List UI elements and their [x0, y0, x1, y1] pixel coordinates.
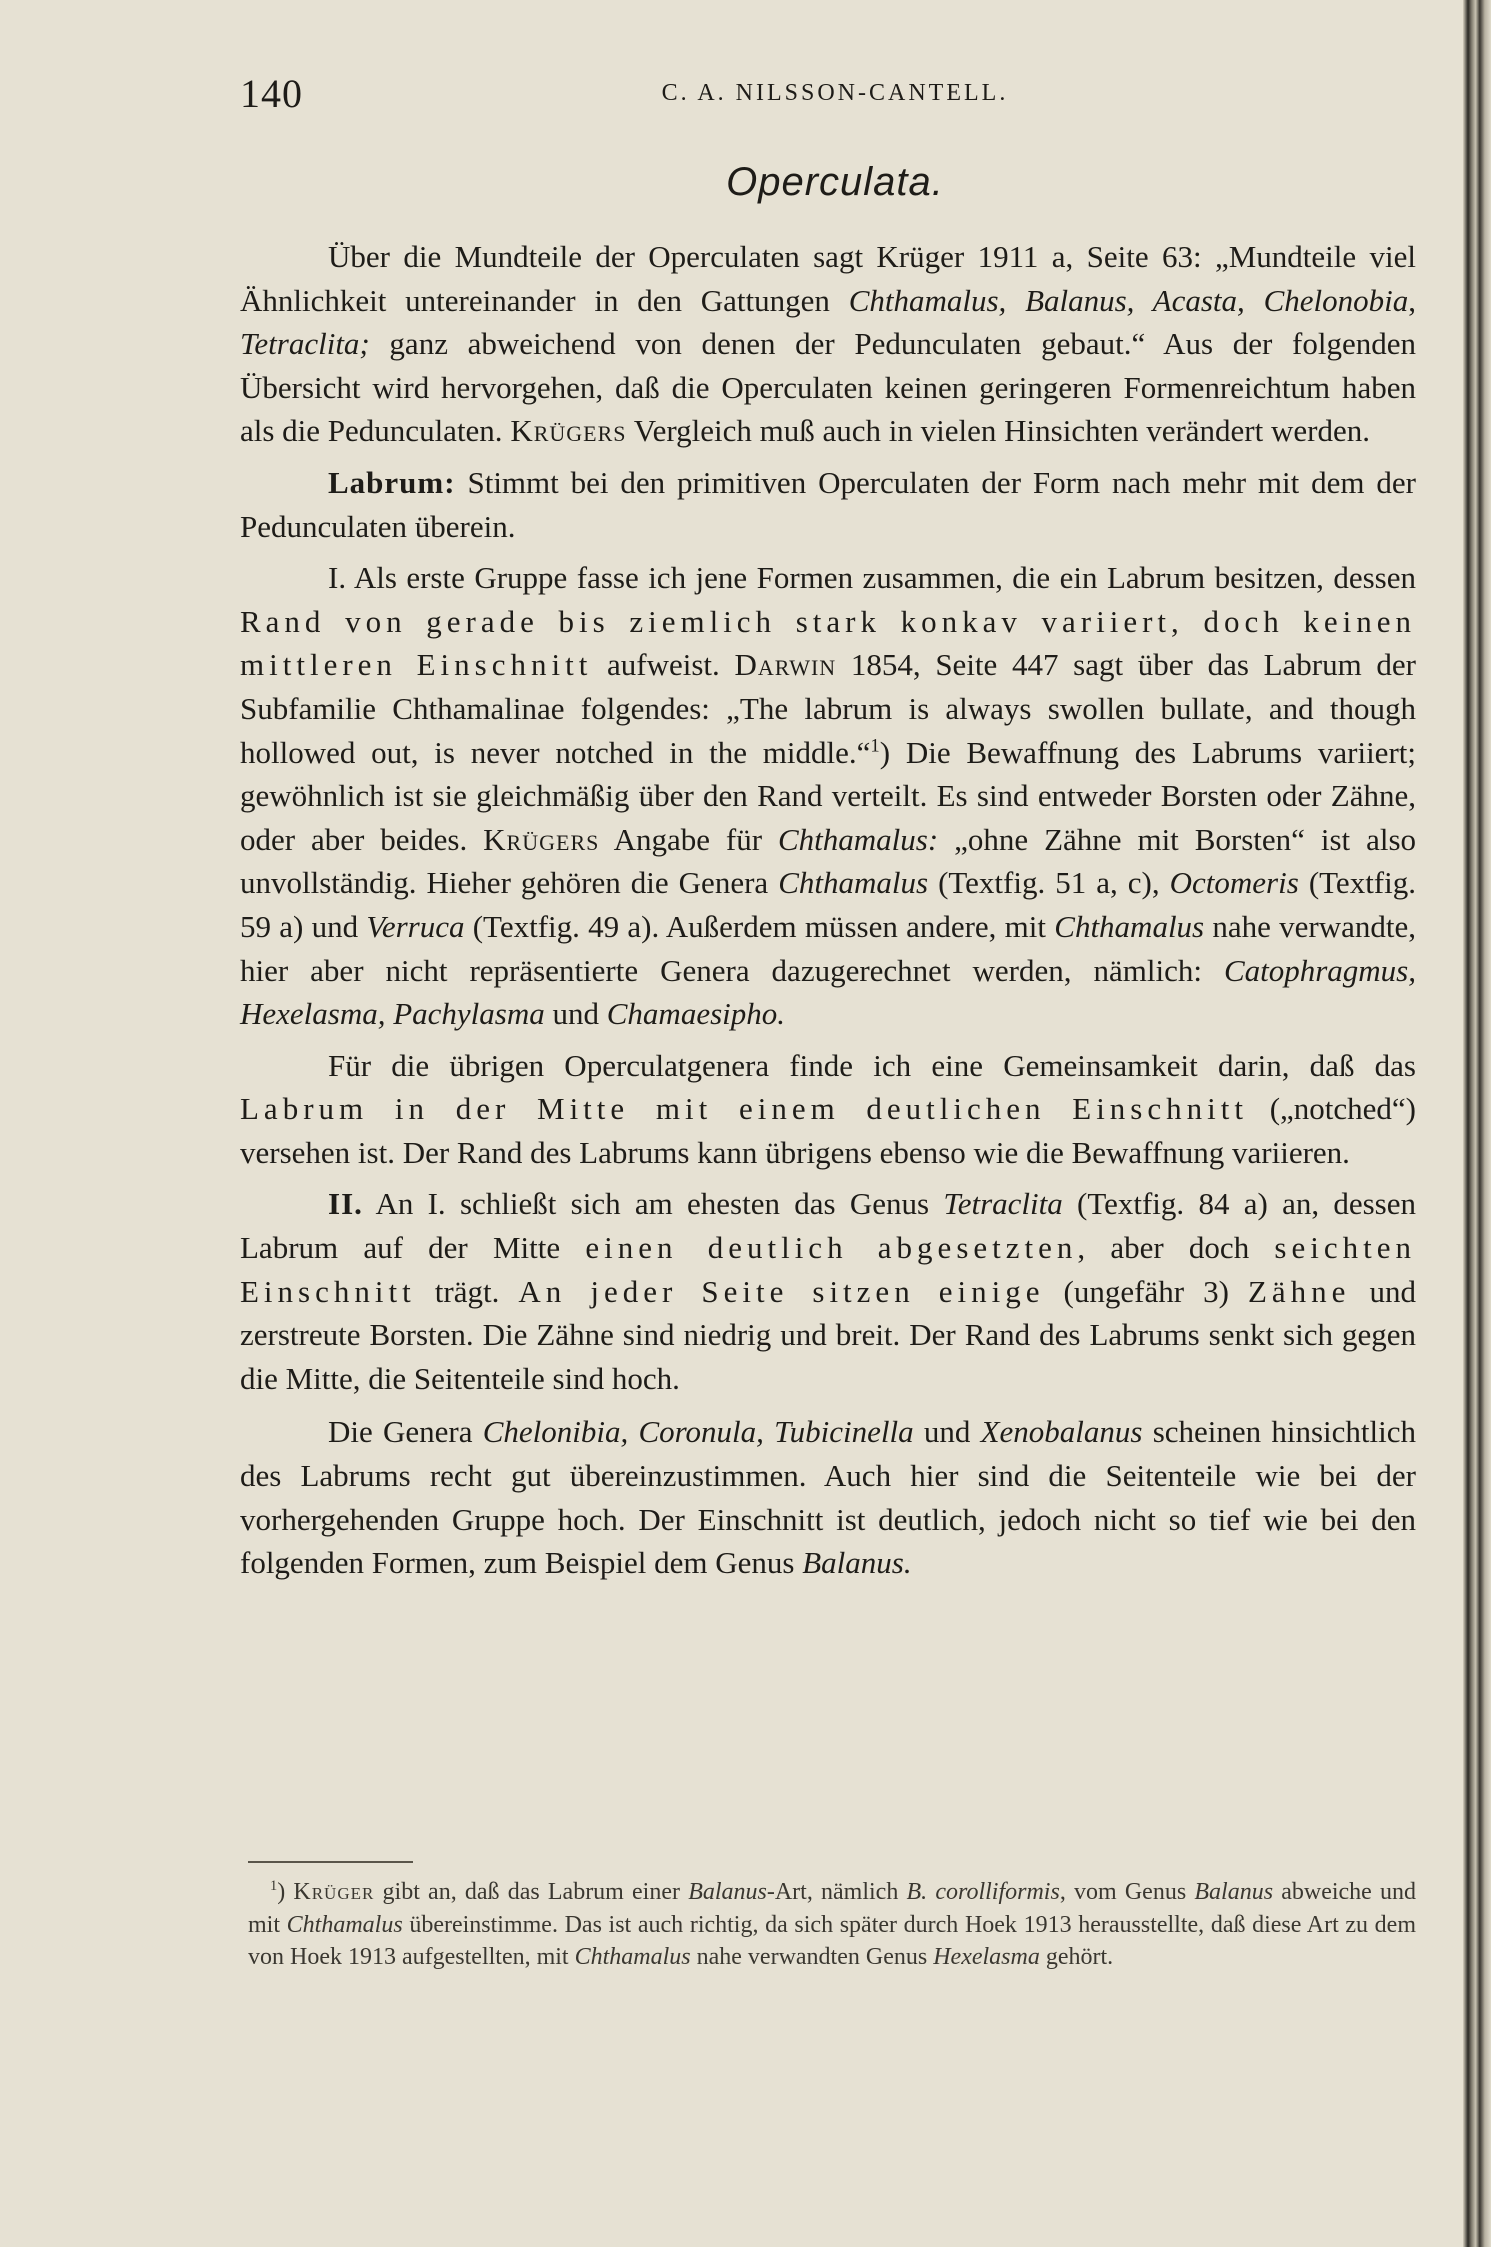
emphasis-run: Zähne — [1247, 1273, 1351, 1309]
author-name: Krügers — [510, 413, 627, 449]
text-run: Vergleich muß auch in vielen Hinsichten verändert werden. — [626, 413, 1370, 449]
genus-name: Hexelasma — [933, 1944, 1040, 1970]
paragraph-notched — [240, 1044, 1416, 1175]
author-name: Krüger — [293, 1879, 375, 1905]
emphasis-run: Labrum in der Mitte mit einem deutlichen Einschnitt — [240, 1091, 1248, 1127]
genus-name: Chthamalus: — [778, 821, 939, 857]
text-run: „ohne Zähne mit Borsten“ ist also unvollständig. Hieher gehören die Genera — [240, 821, 1417, 901]
text-run: Über die Mundteile der Operculaten sagt Krüger 1911 a, Seite 63: „Mundteile viel Ähnlichkeit untereinander in den Gattungen — [240, 239, 1416, 318]
text-run: übereinstimme. Das ist auch richtig, da sich später durch Hoek 1913 herausstellte, daß diese Art zu dem von Hoek 1913 aufgestellten, mit — [248, 1911, 1416, 1970]
genus-name: Tetraclita; — [240, 326, 370, 362]
text-run: Stimmt bei den primitiven Operculaten der Form nach mehr mit dem der Pedunculaten überein. — [240, 464, 1416, 544]
emphasis-run: seichten Einschnitt — [240, 1230, 1416, 1309]
text-run: -Art, nämlich — [766, 1879, 907, 1905]
text-run: Die Genera — [328, 1414, 483, 1450]
text-run: gehört. — [1039, 1944, 1114, 1970]
text-run: ganz abweichend von denen der Pedunculaten gebaut.“ Aus der folgenden Übersicht wird hervorgehen, daß die Operculaten keinen geringeren Formenreichtum haben als die Pedunculaten. — [240, 326, 1416, 449]
text-run: ) Die Bewaffnung des Labrums variiert; gewöhnlich ist sie gleichmäßig über den Rand verteilt. Es sind entweder Borsten oder Zähne, oder aber beides. — [240, 734, 1416, 857]
text-run: und — [544, 996, 607, 1032]
species-name: B. corolliformis — [906, 1879, 1060, 1905]
running-title: C. A. NILSSON-CANTELL. — [661, 80, 1009, 106]
text-run: gibt an, daß das Labrum einer — [374, 1879, 689, 1905]
genus-name: Chthamalus — [778, 865, 929, 901]
genus-name: Chthamalus — [1054, 908, 1205, 944]
text-run: , vom Genus — [1059, 1879, 1195, 1905]
text-run: 1854, Seite 447 sagt über das Labrum der Subfamilie Chthamalinae folgendes: „The labrum is always swollen bullate, and though hollowed out, is never notched in the middle.“ — [240, 647, 1416, 770]
paragraph-genera — [240, 1410, 1416, 1584]
heading-run: Labrum: — [328, 464, 456, 500]
genus-name: Balanus — [1194, 1879, 1274, 1905]
text-run: Angabe für — [599, 821, 778, 857]
text-run: nahe verwandte, hier aber nicht repräsentierte Genera dazugerechnet werden, nämlich: — [240, 908, 1416, 988]
section-title: Operculata. — [726, 160, 944, 204]
genus-name: Chthamalus — [574, 1944, 691, 1970]
body-text — [240, 235, 1416, 1593]
running-head — [240, 70, 1430, 120]
genus-name: Balanus. — [802, 1545, 912, 1581]
paragraph-group-one — [240, 556, 1416, 1036]
emphasis-run: Rand von gerade bis ziemlich stark konkav variiert, doch keinen mittleren Einschnitt — [240, 603, 1416, 683]
page-number: 140 — [240, 71, 303, 116]
genus-name: Xenobalanus — [980, 1414, 1143, 1450]
page-binding-edge — [1463, 0, 1491, 2247]
genus-name: Chthamalus, Balanus, Acasta, Chelonobia — [848, 282, 1409, 318]
text-run: ) — [277, 1879, 294, 1905]
footnote — [248, 1876, 1416, 1974]
text-run: (Textfig. 51 a, c), — [928, 865, 1170, 901]
footnote-number: 1 — [270, 1878, 278, 1894]
text-run: trägt. — [415, 1273, 519, 1309]
text-run: I. Als erste Gruppe fasse ich jene Formen zusammen, die ein Labrum besitzen, dessen — [328, 560, 1416, 596]
text-run: scheinen hinsichtlich des Labrums recht gut übereinzustimmen. Auch hier sind die Seitenteile wie bei der vorhergehenden Gruppe hoch. Der Einschnitt ist deutlich, jedoch nicht so tief wie bei den folgenden Formen, zum Beispiel dem Genus — [240, 1414, 1417, 1581]
genus-name: Balanus — [688, 1879, 767, 1905]
text-run: (Textfig. 59 a) und — [240, 865, 1416, 944]
genus-name: Verruca — [366, 908, 465, 944]
text-run: An I. schließt sich am ehesten das Genus — [362, 1186, 944, 1222]
genus-name: Chamaesipho. — [606, 996, 785, 1032]
text-run: (ungefähr 3) — [1044, 1273, 1248, 1309]
emphasis-run: einen deutlich abgesetzten — [585, 1230, 1078, 1266]
text-run: nahe verwandten Genus — [690, 1944, 934, 1970]
genus-name: Octomeris — [1169, 865, 1299, 901]
author-name: Darwin — [734, 647, 837, 683]
emphasis-run: An jeder Seite sitzen einige — [518, 1273, 1045, 1309]
text-run: , aber doch — [1077, 1230, 1275, 1266]
genus-name: Chthamalus — [286, 1911, 403, 1938]
author-name: Krügers — [483, 821, 600, 857]
heading-run: II. — [328, 1186, 363, 1222]
paragraph-labrum — [240, 461, 1416, 548]
text-run: Für die übrigen Operculatgenera finde ich eine Gemeinsamkeit darin, daß das — [328, 1047, 1416, 1083]
text-run: (Textfig. 49 a). Außerdem müssen andere, mit — [464, 908, 1055, 944]
footnote-marker: 1 — [870, 735, 880, 757]
text-run: und zerstreute Borsten. Die Zähne sind niedrig und breit. Der Rand des Labrums senkt sich gegen die Mitte, die Seitenteile sind hoch. — [240, 1273, 1417, 1396]
text-run: (Textfig. 84 a) an, dessen Labrum auf der Mitte — [240, 1186, 1416, 1266]
text-run: und — [913, 1414, 981, 1450]
footnote-rule — [248, 1861, 413, 1863]
genus-name: Tetraclita — [943, 1186, 1063, 1222]
genus-name: Chelonibia, Coronula, Tubicinella — [482, 1414, 914, 1450]
genus-name: Catophragmus, Hexelasma, Pachylasma — [240, 952, 1416, 1032]
text-run: abweiche und mit — [248, 1879, 1417, 1938]
paragraph-group-two — [240, 1182, 1416, 1400]
text-run: , — [1408, 282, 1416, 318]
paragraph-intro — [240, 235, 1416, 453]
footnote-text — [248, 1876, 1416, 1974]
text-run: („notched“) versehen ist. Der Rand des Labrums kann übrigens ebenso wie die Bewaffnung variieren. — [240, 1091, 1417, 1170]
text-run: aufweist. — [592, 647, 735, 683]
